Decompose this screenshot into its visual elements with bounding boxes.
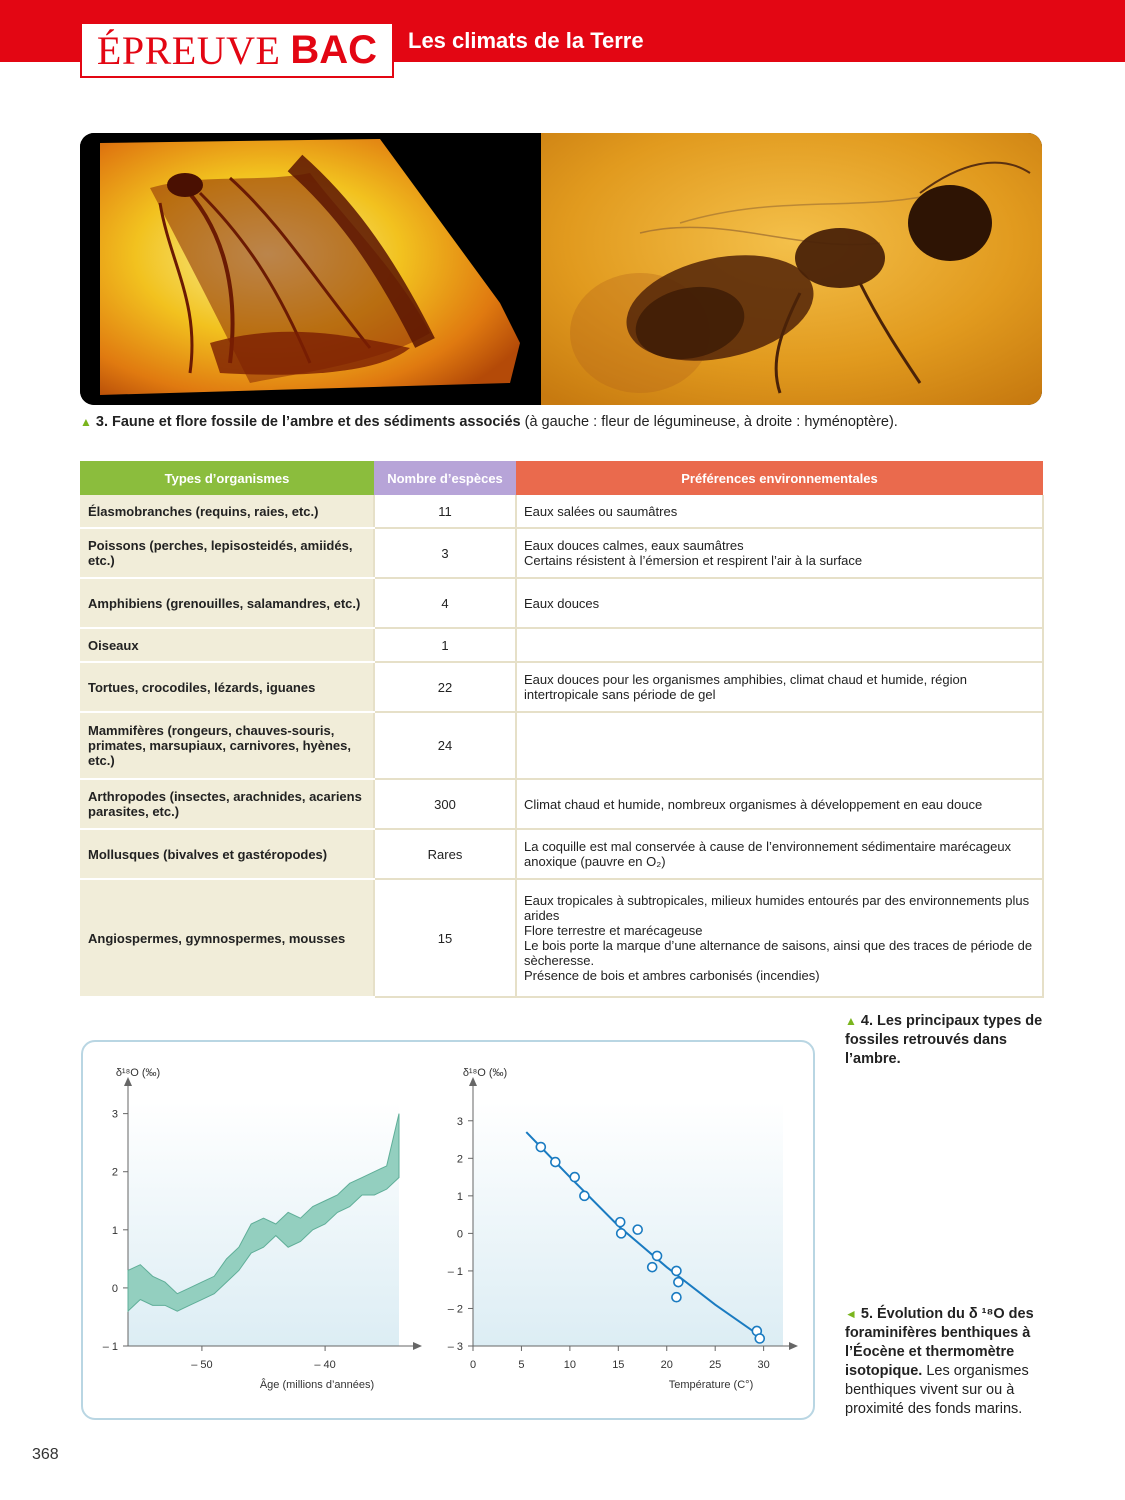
species-count-cell: 22 [374,662,516,712]
organism-type-cell: Poissons (perches, lepisosteidés, amiidés, etc.) [80,528,374,578]
chart2-data-point [633,1225,642,1234]
preference-line: Eaux douces pour les organismes amphibies, climat chaud et humide, région intertropicale sans période de gel [524,672,967,702]
table-row [80,495,1043,528]
fossil-table [80,461,1044,998]
chart2-plot-area [473,1102,783,1346]
chart1-y-tick-label: 0 [111,1282,118,1295]
header-organism-type: Types d’organismes [80,461,374,495]
env-preferences-cell [516,495,1043,528]
header-species-count: Nombre d’espèces [374,461,516,495]
species-count-cell: 3 [374,528,516,578]
chart1-x-arrow-icon [413,1342,422,1350]
chart1-x-axis-title: Âge (millions d’années) [259,1379,375,1391]
organism-type-cell: Mollusques (bivalves et gastéropodes) [80,829,374,879]
figure-3-detail: (à gauche : fleur de légumineuse, à droite : hyménoptère). [520,414,898,430]
chart2-data-point [672,1293,681,1302]
chart2-data-point [551,1158,560,1167]
table-row [80,879,1043,997]
chart2-data-point [617,1229,626,1238]
preference-line: Eaux douces [524,595,600,611]
env-preferences-cell [516,528,1043,578]
species-count-cell: 4 [374,578,516,628]
chart1-x-tick-label: – 50 [191,1359,213,1371]
organism-type-cell: Élasmobranches (requins, raies, etc.) [80,495,374,528]
figure-5-caption [845,1305,1045,1419]
species-count-cell: 15 [374,879,516,997]
organism-type-cell: Arthropodes (insectes, arachnides, acariens parasites, etc.) [80,779,374,829]
env-preferences-cell [516,662,1043,712]
table-row [80,528,1043,578]
chart2-data-point [648,1263,657,1272]
chart2-x-tick-label: 25 [709,1359,722,1371]
species-count-cell: 300 [374,779,516,829]
figure-4-title: 4. Les principaux types de fossiles retrouvés dans l’ambre. [845,1013,1043,1067]
preference-line: Le bois porte la marque d’une alternance de saisons, ainsi que des traces de période de sècheresse. [524,938,1033,968]
env-preferences-cell [516,712,1043,779]
chart1-y-tick-label: – 1 [102,1341,118,1353]
env-preferences-cell [516,779,1043,829]
chart2-x-tick-label: 15 [612,1359,625,1371]
preference-line: Eaux tropicales à subtropicales, milieux humides entourés par des environnements plus arides [524,893,1030,923]
chart2-y-tick-label: – 2 [447,1303,463,1316]
figure-3-caption [80,414,898,430]
env-preferences-cell [516,879,1043,997]
figure-5-detail: Les organismes benthiques vivent sur ou à proximité des fonds marins. [845,1363,1029,1417]
preference-line: Eaux salées ou saumâtres [524,503,678,519]
chart2-data-point [536,1143,545,1152]
organism-type-cell: Oiseaux [80,628,374,662]
amber-photos-illustration [80,133,1042,405]
env-preferences-cell [516,578,1043,628]
chart2-y-tick-label: 3 [456,1115,463,1128]
preference-line: Flore terrestre et marécageuse [524,923,703,938]
chart1-x-tick-label: – 40 [314,1359,336,1371]
preference-line: Certains résistent à l’émersion et respirent l’air à la surface [524,553,863,568]
chart2-x-tick-label: 0 [469,1359,477,1371]
table-row [80,829,1043,879]
chart2-data-point [674,1278,683,1287]
env-preferences-cell [516,628,1043,662]
chart2-y-axis-title: δ¹⁸O (‰) [462,1067,508,1079]
badge-word-bac: BAC [290,27,378,72]
delta-o18-charts [83,1042,813,1418]
organism-type-cell: Amphibiens (grenouilles, salamandres, etc.) [80,578,374,628]
chart2-x-tick-label: 20 [660,1359,673,1371]
amber-photos [80,133,1042,405]
page-number: 368 [32,1446,59,1463]
chart2-data-point [570,1173,579,1182]
preference-line: Présence de bois et ambres carbonisés (incendies) [524,968,820,983]
chart2-x-tick-label: 10 [563,1359,576,1371]
chart2-y-tick-label: 1 [456,1190,463,1203]
chart1-y-tick-label: 2 [111,1166,118,1179]
graphs-panel [81,1040,815,1420]
chart2-x-tick-label: 5 [518,1359,525,1371]
caption-marker-icon: ◄ [845,1307,857,1321]
chapter-title: Les climats de la Terre [408,28,644,53]
badge-word-epreuve: ÉPREUVE [96,27,281,73]
table-row [80,662,1043,712]
chart2-data-point [616,1218,625,1227]
species-count-cell: 1 [374,628,516,662]
table-row [80,779,1043,829]
figure-3-title: 3. Faune et flore fossile de l’ambre et des sédiments associés [95,414,521,430]
table-row [80,712,1043,779]
chart2-y-tick-label: 2 [456,1153,463,1166]
table-row [80,578,1043,628]
preference-line: La coquille est mal conservée à cause de l’environnement sédimentaire marécageux anoxique (pauvre en O₂) [524,839,1012,869]
chart2-data-point [653,1251,662,1260]
chart2-y-tick-label: – 3 [447,1341,463,1353]
chart2-y-tick-label: 0 [456,1228,463,1241]
chart1-y-axis-title: δ¹⁸O (‰) [115,1067,161,1079]
species-count-cell: Rares [374,829,516,879]
organism-type-cell: Tortues, crocodiles, lézards, iguanes [80,662,374,712]
exam-badge [80,22,394,78]
chart2-data-point [755,1334,764,1343]
caption-marker-icon: ▲ [80,415,92,429]
caption-marker-icon: ▲ [845,1014,857,1028]
env-preferences-cell [516,829,1043,879]
preference-line: Climat chaud et humide, nombreux organismes à développement en eau douce [524,796,983,812]
chart2-y-tick-label: – 1 [447,1265,463,1278]
chart2-x-axis-title: Température (C°) [668,1379,754,1391]
organism-type-cell: Mammifères (rongeurs, chauves-souris, primates, marsupiaux, carnivores, hyènes, etc.) [80,712,374,779]
chart2-x-tick-label: 30 [757,1359,770,1371]
figure-4-caption [845,1012,1045,1069]
table-row [80,628,1043,662]
chart2-x-arrow-icon [789,1342,798,1350]
figure-5-title: 5. Évolution du δ ¹⁸O des foraminifères benthiques à l’Éocène et thermomètre isotopique. [845,1306,1034,1379]
preference-line: Eaux douces calmes, eaux saumâtres [524,538,744,553]
chart1-y-tick-label: 1 [111,1224,118,1237]
species-count-cell: 24 [374,712,516,779]
header-env-preferences: Préférences environnementales [516,461,1043,495]
species-count-cell: 11 [374,495,516,528]
chart1-y-tick-label: 3 [111,1108,118,1121]
chart2-data-point [672,1266,681,1275]
organism-type-cell: Angiospermes, gymnospermes, mousses [80,879,374,997]
chart2-data-point [580,1191,589,1200]
